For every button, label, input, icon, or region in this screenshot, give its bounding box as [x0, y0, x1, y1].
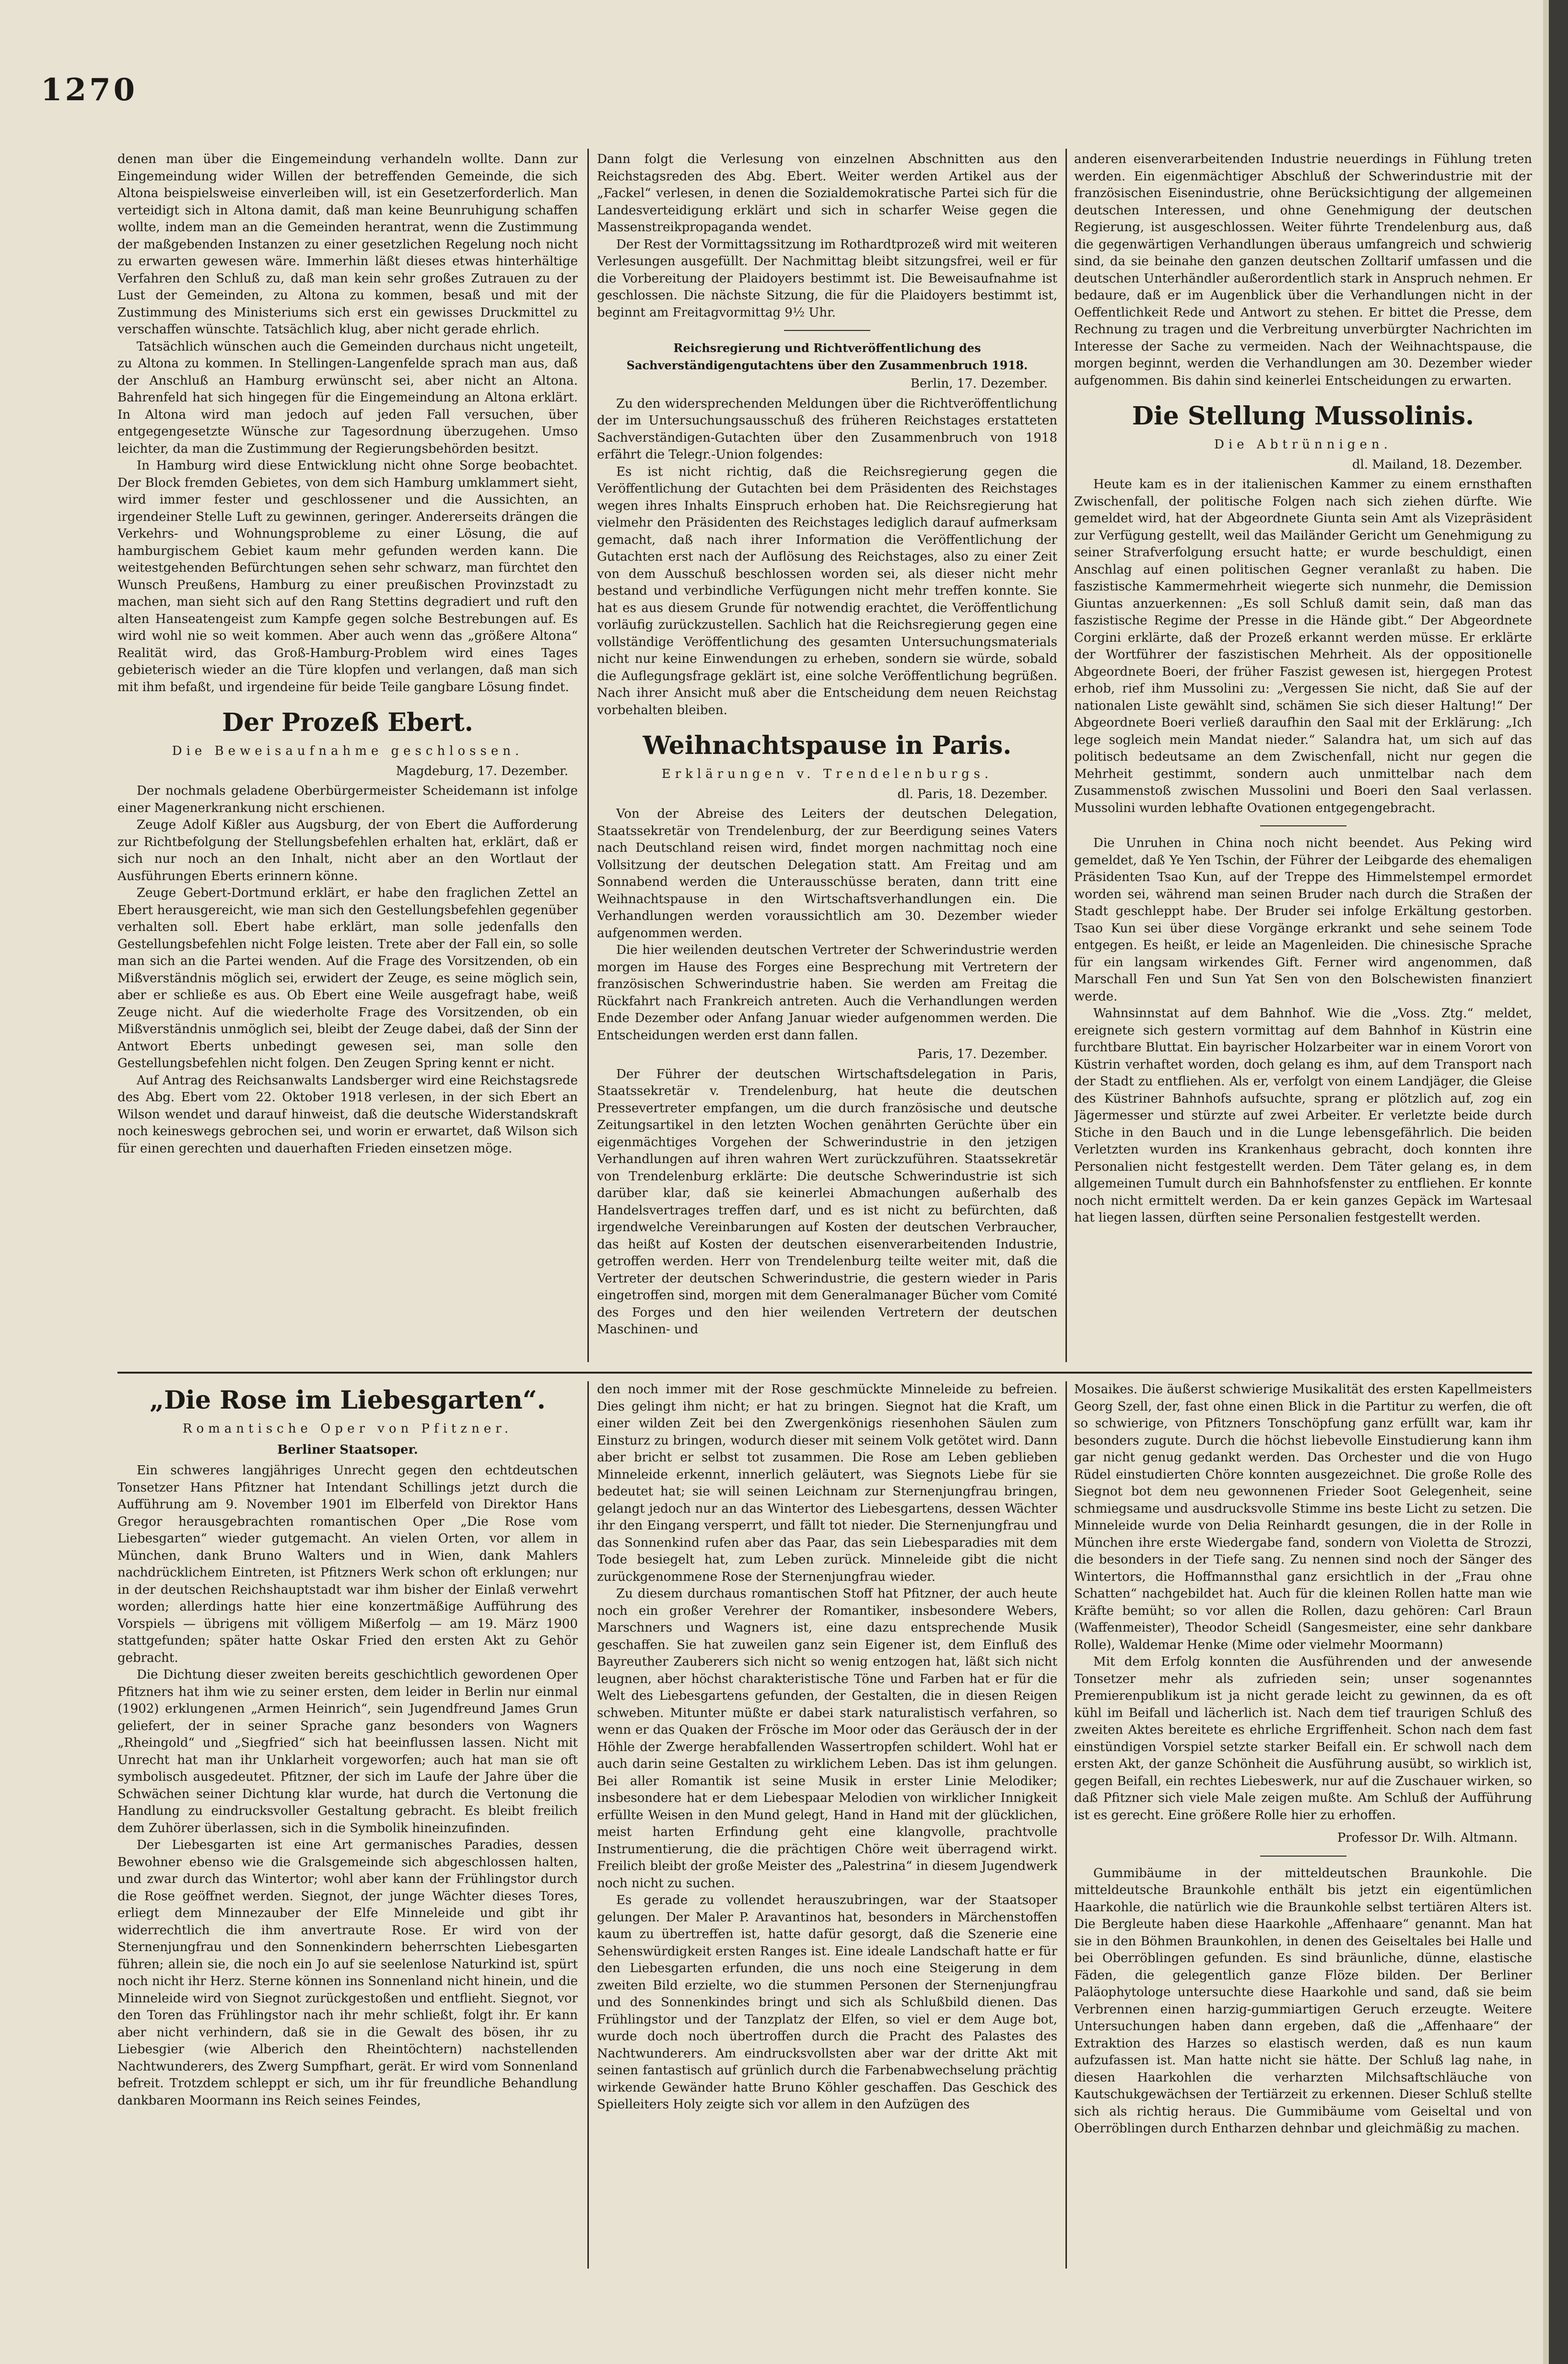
article-paragraph: Der nochmals geladene Oberbürgermeister Scheidemann ist infolge einer Magenerkrankung nicht erschienen.: [117, 784, 578, 815]
column-rule: [587, 1381, 589, 2269]
article-paragraph: Heute kam es in der italienischen Kammer zu einem ernsthaften Zwischenfall, der politische Folgen nach sich ziehen dürfte. Wie gemeldet wird, hat der Abgeordnete Giunta sein Amt als Vizepräsident zur Verfügung gestellt, weil das Mailänder Gericht um Genehmigung zu seiner Strafverfolgung ersucht hatte; er wurde beschuldigt, einen Anschlag auf einen politischen Gegner veranlaßt zu haben. Die faszistische Kammermehrheit wiegerte sich nunmehr, die Demission Giuntas anzuerkennen: „Es soll Schluß damit sein, daß man das faszistische Regime der Presse in die Hände gibt.“ Der Abgeordnete Corgini erklärte, daß der Prozeß erkannt werden müsse. Er erklärte der Wortführer der faszistischen Mehrheit. Als der oppositionelle Abgeordnete Boeri, der früher Faszist gewesen ist, hiergegen Protest erhob, rief ihm Mussolini zu: „Vergessen Sie nicht, daß Sie auf der nationalen Liste gewählt sind, schämen Sie sich dieser Haltung!“ Der Abgeordnete Boeri verließ daraufhin den Saal mit der Erklärung: „Ich lege sogleich mein Mandat nieder.“ Salandra hat, um sich auf das politisch bedeutsame an dem Zwischenfall, nicht nur gegen die Mehrheit gestimmt, sondern auch unmittelbar nach dem Zusammenstoß zwischen Mussolini und Boeri den Saal verlassen. Mussolini wurden lebhafte Ovationen entgegengebracht.: [1074, 477, 1532, 815]
rose-venue: Berliner Staatsoper.: [277, 1442, 418, 1457]
article-paragraph: Ein schweres langjähriges Unrecht gegen den echtdeutschen Tonsetzer Hans Pfitzner hat Intendant Schillings jetzt durch die Aufführung am 9. November 1901 im Elberfeld von Direktor Hans Gregor herausgebrachten romantischen Oper „Die Rose vom Liebesgarten“ wieder gutgemacht. An vielen Orten, vor allem in München, dank Bruno Walters und in Wien, dank Mahlers nachdrücklichem Eintreten, ist Pfitzners Werk schon oft erklungen; nur in der deutschen Reichshauptstadt war ihm bisher der Einlaß verwehrt worden; allerdings hatte hier eine konzertmäßige Aufführung des Vorspiels — übrigens mit völligem Mißerfolg — am 19. März 1900 stattgefunden; später hatte Oskar Fried den ersten Akt zu Gehör gebracht.: [117, 1463, 578, 1665]
page-number: 1270: [41, 72, 138, 108]
separator: [1260, 825, 1346, 826]
article-paragraph: Die Dichtung dieser zweiten bereits geschichtlich gewordenen Oper Pfitzners hat ihm wie zu seiner ersten, dem leider in Berlin nur einmal (1902) erklungenen „Armen Heinrich“, sein Jugendfreund James Grun geliefert, der in seiner Sprache ganz besonders von Wagners „Rheingold“ und „Siegfried“ sich hat beeinflussen lassen. Nicht mit Unrecht hat man ihr Unklarheit vorgeworfen; auch hat man sie oft symbolisch ausgedeutet. Pfitzner, der sich im Laufe der Jahre über die Schwächen seiner Dichtung klar wurde, hat durch die Vertonung die Handlung zu eindrucksvoller Gestaltung gebracht. Es bleibt freilich dem Zuhörer überlassen, sich in die Symbolik hineinzufinden.: [117, 1668, 578, 1835]
article-paragraph: Tatsächlich wünschen auch die Gemeinden durchaus nicht ungeteilt, zu Altona zu kommen. In Stellingen-Langenfelde sprach man aus, daß der Anschluß an Hamburg erwünscht sei, aber nicht an Altona. Bahrenfeld hat sich hingegen für die Eingemeindung an Altona erklärt. In Altona wird man jedoch auf jeden Fall versuchen, über entgegengesetzte Wünsche zur Tagesordnung überzugehen. Umso leichter, da man die Zustimmung der Regierungsbehörden besitzt.: [117, 339, 578, 456]
ebert-dateline: Magdeburg, 17. Dezember.: [396, 764, 568, 778]
article-paragraph: Zu diesem durchaus romantischen Stoff hat Pfitzner, der auch heute noch ein großer Verehrer der Romantiker, insbesondere Webers, Marschners und Wagners ist, eine dazu entsprechende Musik geschaffen. Sie hat zuweilen ganz sein Eigener ist, dem Einfluß des Bayreuther Zauberers sich nicht so wenig entzogen hat, läßt sich nicht leugnen, aber höchst charakteristische Töne und Farben hat er für die Welt des Liebesgartens gefunden, der Gestalten, die in diesen Reigen schweben. Mitunter müßte er dabei stark naturalistisch verfahren, so wenn er das Quaken der Frösche im Moor oder das Geräusch der in der Höhle der Zwerge herabfallenden Wassertropfen schildert. Wohl hat er auch darin seine Gestalten zu wirklichem Leben. Das ist ihm gelungen. Bei aller Romantik ist seine Musik in erster Linie Melodiker; insbesondere hat er dem Liebespaar Melodien von wirklicher Innigkeit erfüllte Weisen in den Mund gelegt, Hand in Hand mit der glücklichen, meist harten Erfindung geht eine klangvolle, prachtvolle Instrumentierung, die die prächtigen Chöre weit überragend wirkt. Freilich bleibt der große Meister des „Palestrina“ in diesem Jugendwerk noch nicht zu suchen.: [597, 1587, 1057, 1891]
news-item-gummi: Gummibäume in der mitteldeutschen Braunkohle. Die mitteldeutsche Braunkohle enthält bis jetzt ein eigentümlichen Haarkohle, die natürlich wie die Braunkohle selbst tertiären Alters ist. Die Bergleute haben diese Haarkohle „Affenhaare“ genannt. Man hat sie in den Böhmen Braunkohlen, in denen des Geiseltales bei Halle und bei Oberröblingen gefunden. Es sind bräunliche, dünne, elastische Fäden, die gelegentlich ganze Flöze bilden. Der Berliner Paläophytologe untersuchte diese Haarkohle und sand, daß sie beim Verbrennen einen harzig-gummiartigen Geruch erzeugte. Weitere Untersuchungen haben dann ergeben, daß die „Affenhaare“ der Extraktion des Harzes so elastisch werden, daß es nun kaum aufzufassen ist. Man hatte nicht sie hätte. Der Schluß lag nahe, in diesen Haarkohlen die verharzten Milchsaftschläuche von Kautschukgewächsen der Tertiärzeit zu erkennen. Dieser Schluß stellte sich als richtig heraus. Die Gummibäume vom Geiseltal und von Oberröblingen durch Entharzen dehnbar und gleichmäßig zu machen.: [1074, 1866, 1532, 2136]
column-top-left: [117, 151, 578, 1364]
paris-dateline-2: Paris, 17. Dezember.: [917, 1047, 1048, 1061]
column-rule: [587, 149, 589, 1362]
article-paragraph: Von der Abreise des Leiters der deutschen Delegation, Staatssekretär von Trendelenburg, der zur Beerdigung seines Vaters nach Deutschland reisen wird, findet morgen nachmittag noch eine Vollsitzung der deutschen Delegation statt. Am Freitag und am Sonnabend werden die Unterausschüsse beraten, dann tritt eine Weihnachtspause in den Wirtschaftsverhandlungen ein. Die Verhandlungen werden voraussichtlich am 30. Dezember wieder aufgenommen werden.: [597, 807, 1057, 941]
column-bottom-middle: [597, 1381, 1057, 2269]
column-top-right: [1074, 151, 1532, 1364]
article-continuation-text: denen man über die Eingemeindung verhandeln wollte. Dann zur Eingemeindung wider Willen der betreffenden Gemeinde, die sich Altona beispielsweise einverleiben will, ist ein Gesetzerforderlich. Man verteidigt sich in Altona damit, daß man keine Beunruhigung schaffen wollte, indem man an die Gemeinden herantrat, wenn die Zustimmung der maßgebenden Instanzen zu einer gesetzlichen Regelung noch nicht zu erwarten gewesen wäre. Immerhin läßt dieses etwas hinterhältige Verfahren den Schluß zu, daß man kein sehr großes Zutrauen zu der Lust der Gemeinden, zu Altona zu kommen, besaß und mit der Zustimmung des Ministeriums sich erst ein gewisses Druckmittel zu verschaffen wünschte. Tatsächlich klug, aber nicht gerade ehrlich.: [117, 152, 578, 337]
book-spine-edge: [1549, 0, 1568, 2364]
notice-dateline: Berlin, 17. Dezember.: [910, 376, 1048, 391]
rose-subhead: Romantische Oper von Pfitzner.: [182, 1422, 513, 1436]
separator: [1260, 1856, 1346, 1857]
column-rule: [1065, 1381, 1067, 2269]
news-item-bahnhof: Wahnsinnstat auf dem Bahnhof. Wie die „Voss. Ztg.“ meldet, ereignete sich gestern vormittag auf dem Bahnhof in Küstrin eine furchtbare Bluttat. Ein bayrischer Holzarbeiter war in einem Vorort von Küstrin verhaftet worden, doch gelang es ihm, auf dem Transport nach der Stadt zu entfliehen. Als er, verfolgt von einem Landjäger, die Gleise des Küstriner Bahnhofs aufsuchte, sprang er plötzlich auf, zog ein Jägermesser und stürzte auf zwei Arbeiter. Er verletzte beide durch Stiche in den Bauch und in die Lunge lebensgefährlich. Die beiden Verletzten wurden ins Krankenhaus gebracht, doch konnten ihre Personalien nicht festgestellt werden. Dem Täter gelang es, in dem allgemeinen Tumult durch ein Bahnhofsfenster zu entfliehen. Er konnte noch nicht ermittelt werden. Da er kein ganzes Gepäck im Wartesaal hat liegen lassen, dürften seine Personalien festgestellt werden.: [1074, 1006, 1532, 1225]
column-rule: [1065, 149, 1067, 1362]
mussolini-subhead: Die Abtrünnigen.: [1214, 437, 1392, 452]
article-paragraph: Zeuge Gebert-Dortmund erklärt, er habe den fraglichen Zettel an Ebert herausgereicht, wie man sich den Gestellungsbefehlen gegenüber verhalten soll. Ebert habe erklärt, man solle jedenfalls den Gestellungsbefehlen nicht Folge leisten. Trete aber der Fall ein, so solle man sich an die Partei wenden. Auf die Frage des Vorsitzenden, ob ein Mißverständnis möglich sei, erwidert der Zeuge, es seine möglich sein, aber er schließe es aus. Ob Ebert eine Weile ausgefragt habe, weiß Zeuge nicht. Auf die wiederholte Frage des Vorsitzenden, ob ein Mißverständnis unmöglich sei, bleibt der Zeuge dabei, daß der Sinn der Antwort Eberts unbedingt gewesen sei, man solle den Gestellungsbefehlen nicht folgen. Den Zeugen Spring kennt er nicht.: [117, 886, 578, 1070]
article-paragraph: Mit dem Erfolg konnten die Ausführenden und der anwesende Tonsetzer mehr als zufrieden sein; unser sogenanntes Premierenpublikum ist ja nicht gerade leicht zu gewinnen, da es oft kühl im Beifall und lächerlich ist. Nach dem tief traurigen Schluß des zweiten Aktes bereitete es ehrliche Ergriffenheit. Schon nach dem fast einstündigen Vorspiel setzte starker Beifall ein. Er schwoll nach dem ersten Akt, der ganze Schönheit die Ausführung ausübt, so wirklich ist, gegen Beifall, ein rechtes Liebeswerk, nur auf die Zuschauer wirken, so daß Pfitzner sich viele Male zeigen mußte. Am Schluß der Aufführung ist es gerecht. Eine größere Rolle hier zu erhoffen.: [1074, 1655, 1532, 1823]
separator: [784, 330, 870, 331]
article-paragraph: Mosaikes. Die äußerst schwierige Musikalität des ersten Kapellmeisters Georg Szell, der, fast ohne einen Blick in die Partitur zu werfen, die oft so schwierige, von Pfitzners Tonschöpfung ganz erfüllt war, kam ihr besonders zugute. Durch die höchst liebevolle Einstudierung kann ihm gar nicht genug gedankt werden. Das Orchester und die von Hugo Rüdel einstudierten Chöre konnten ausgezeichnet. Die große Rolle des Siegnot bot dem neu gewonnenen Frieder Soot Gelegenheit, seine schmiegsame und ausdrucksvolle Stimme ins beste Licht zu setzen. Die Minneleide wurde von Delia Reinhardt gesungen, die in der Rolle in München ihre erste Wiedergabe fand, sondern von Violetta de Strozzi, die besonders in der Tiefe sang. Zu nennen sind noch der Sänger des Wintertors, die Hoffmannsthal ganz ersichtlich in der „Frau ohne Schatten“ nachgebildet hat. Auch für die kleinen Rollen hatte man wie Kräfte bemüht; so vor allen die Rollen, dazu gehören: Carl Braun (Waffenmeister), Theodor Scheidl (Sangesmeister, eine sehr dankbare Rolle), Waldemar Henke (Mime oder vielmehr Moormann): [1074, 1382, 1532, 1652]
article-paragraph: In Hamburg wird diese Entwicklung nicht ohne Sorge beobachtet. Der Block fremden Gebietes, von dem sich Hamburg umklammert sieht, wird immer fester und geschlossener und die Aussichten, an irgendeiner Stelle Luft zu gewinnen, geringer. Andererseits drängen die Verkehrs- und Wohnungsprobleme zu einer Lösung, die auf hamburgischem Gebiet kaum mehr gefunden werden kann. Die weitestgehenden Befürchtungen sehen sehr schwarz, man fürchtet den Wunsch Preußens, Hamburg zu einer preußischen Provinzstadt zu machen, man sieht sich auf den Rang Stettins degradiert und ruft den alten Hanseatengeist zum Kampfe gegen solche Bestrebungen auf. Es wird wohl nie so weit kommen. Aber auch wenn das „größere Altona“ Realität wird, das Groß-Hamburg-Problem wird eines Tages gebieterisch wieder an die Türe klopfen und verlangen, daß man sich mit ihm befaßt, und irgendeine für beide Teile gangbare Lösung findet.: [117, 459, 578, 694]
article-paragraph: Der Führer der deutschen Wirtschaftsdelegation in Paris, Staatssekretär v. Trendelenburg, hat heute die deutschen Pressevertreter empfangen, um die durch französische und deutsche Zeitungsartikel in den letzten Wochen genährten Gerüchte über ein eigenmächtiges Vorgehen der Schwerindustrie in den jetzigen Verhandlungen auf ihren wahren Wert zurückzuführen. Staatssekretär von Trendelenburg erklärte: Die deutsche Schwerindustrie ist sich darüber klar, daß sie keinerlei Abmachungen außerhalb des Handelsvertrages treffen darf, und es ist nicht zu befürchten, daß irgendwelche Vereinbarungen auf Kosten der deutschen Verbraucher, das heißt auf Kosten der deutschen eisenverarbeitenden Industrie, getroffen werden. Herr von Trendelenburg teilte weiter mit, daß die Vertreter der deutschen Schwerindustrie, die gestern wieder in Paris eingetroffen sind, morgen mit dem Generalmanager Bücher vom Comité des Forges und den hier weilenden Vertretern der deutschen Maschinen- und: [597, 1067, 1057, 1337]
article-paragraph: Auf Antrag des Reichsanwalts Landsberger wird eine Reichstagsrede des Abg. Ebert vom 22. Oktober 1918 verlesen, in der sich Ebert an Wilson wendet und darauf hinweist, daß die deutsche Widerstandskraft noch keineswegs gebrochen sei, und worin er erwartet, daß Wilson sich für einen gerechten und dauerhaften Frieden einsetzen möge.: [117, 1073, 578, 1156]
article-paragraph: Es gerade zu vollendet herauszubringen, war der Staatsoper gelungen. Der Maler P. Aravantinos hat, besonders in Märchenstoffen kaum zu übertreffen ist, hatte dafür gesorgt, daß die Szenerie eine Sehenswürdigkeit ersten Ranges ist. Eine ideale Landschaft hatte er für den Liebesgarten erfunden, die uns noch eine Steigerung in dem zweiten Bild erzielte, wo die stummen Personen der Sternenjungfrau und des Sonnenkindes bringt und sich als Schlußbild dienen. Das Frühlingstor und der Tanzplatz der Elfen, so viel er dem Auge bot, wurde doch noch übertroffen durch die Pracht des Palastes des Nachtwunderers. Am eindrucksvollsten aber war der dritte Akt mit seinen fantastisch auf grünlich durch die Farbenabwechselung prächtig wirkende Gewänder hatte Bruno Köhler geschaffen. Das Geschick des Spielleiters Holy zeigte sich vor allem in den Aufzügen des: [597, 1893, 1057, 2112]
ebert-subhead: Die Beweisaufnahme geschlossen.: [172, 744, 524, 758]
paris-subhead: Erklärungen v. Trendelenburgs.: [661, 767, 993, 781]
column-bottom-left: [117, 1381, 578, 2269]
feuilleton-separator-rule: [117, 1372, 1532, 1374]
article-paragraph: Der Liebesgarten ist eine Art germanisches Paradies, dessen Bewohner ebenso wie die Gralsgemeinde sich abgeschlossen halten, und zwar durch das Wintertor; wohl aber kann der Frühlingstor durch die Rose geöffnet werden. Siegnot, der junge Wächter dieses Tores, erliegt dem Minnezauber der Elfe Minneleide und gibt ihr widerrechtlich die ihm anvertraute Rose. Er wird von der Sternenjungfrau und den Sonnenkindern beherrschten Liebesgarten führen; allein sie, die noch ein Jo auf sie seelenlose Naturkind ist, spürt noch nicht ihr Herz. Sterne können ins Sonnenland nicht hinein, und die Minneleide wird von Siegnot zurückgestoßen und entflieht. Siegnot, vor den Toren das Frühlingstor nach ihr mehr schließt, folgt ihr. Er kann aber nicht verhindern, daß sie in die Gewalt des bösen, ihr zu Liebesgier (wie Alberich den Rheintöchtern) nachstellenden Nachtwunderers, des Zwerg Sumpfhart, gerät. Er wird vom Sonnenland befreit. Trotzdem schleppt er sich, um ihr für freundliche Behandlung dankbaren Moormann ins Reich seines Feindes,: [117, 1838, 578, 2108]
article-paragraph: Zu den widersprechenden Meldungen über die Richtveröffentlichung der im Untersuchungsausschuß des früheren Reichstages erstatteten Sachverständigen-Gutachten über den Zusammenbruch von 1918 erfährt die Telegr.-Union folgendes:: [597, 396, 1057, 462]
article-continuation-text: anderen eisenverarbeitenden Industrie neuerdings in Fühlung treten werden. Ein eigenmächtiger Abschluß der Schwerindustrie mit der französischen Eisenindustrie, ohne Berücksichtigung der allgemeinen deutschen Interessen, und ohne Genehmigung der deutschen Regierung, ist ausgeschlossen. Weiter führte Trendelenburg aus, daß die gegenwärtigen Verhandlungen überaus umfangreich und schwierig sind, da sie beinahe den ganzen deutschen Zolltarif umfassen und die deutschen Unterhändler außerordentlich stark in Anspruch nehmen. Er bedaure, daß er im Augenblick über die Verhandlungen nicht in der Oeffentlichkeit Rede und Antwort zu stehen. Er bittet die Presse, dem Rechnung zu tragen und die Verbreitung unverbürgter Nachrichten im Interesse der Sache zu vermeiden. Nach der Weihnachtspause, die morgen beginnt, werden die Verhandlungen am 30. Dezember wieder aufgenommen. Bis dahin sind keinerlei Entscheidungen zu erwarten.: [1074, 152, 1532, 388]
review-byline: Professor Dr. Wilh. Altmann.: [1337, 1831, 1518, 1845]
notice-title: Reichsregierung und Richtveröffentlichung des Sachverständigengutachtens über den Zusammenbruch 1918.: [626, 341, 1028, 372]
article-paragraph: den noch immer mit der Rose geschmückte Minneleide zu befreien. Dies gelingt ihm nicht; er hat zu bringen. Siegnot hat die Kraft, um einer wilden Zeit bei den Zwergenkönigs riesenhohen Säulen zum Einsturz zu bringen, wodurch dieser mit seinem Volk getötet wird. Dann aber bricht er selbst tot zusammen. Die Rose am Leben geblieben Minneleide erkennt, innerlich geläutert, was Siegnots Liebe für sie bedeutet hat; sie will seinen Leichnam zur Sternenjungfrau bringen, gelangt jedoch nur an das Wintertor des Liebesgartens, dessen Wächter ihr den Eingang versperrt, und fällt tot nieder. Die Sternenjungfrau und das Sonnenkind rufen aber das Paar, das sein Liebesparadies mit dem Tode besiegelt hat, zum Leben zurück. Minneleide gibt die nicht zurückgenommene Rose der Sternenjungfrau wieder.: [597, 1382, 1057, 1584]
paris-dateline: dl. Paris, 18. Dezember.: [897, 787, 1048, 801]
article-paragraph: Es ist nicht richtig, daß die Reichsregierung gegen die Veröffentlichung der Gutachten bei dem Präsidenten des Reichstages wegen ihres Inhalts Einspruch erhoben hat. Die Reichsregierung hat vielmehr den Präsidenten des Reichstages lediglich darauf aufmerksam gemacht, daß nach ihrer Information die Veröffentlichung der Gutachten erst nach der Auflösung des Reichstages, also zu einer Zeit von dem Ausschuß beschlossen worden sei, als dieser nicht mehr bestand und verbindliche Verfügungen nicht mehr treffen konnte. Sie hat es aus diesem Grunde für notwendig erachtet, die Veröffentlichung vorläufig zurückzustellen. Sachlich hat die Reichsregierung gegen eine vollständige Veröffentlichung des gesamten Untersuchungsmaterials nicht nur keine Einwendungen zu erheben, sondern sie würde, sobald die Auflegungsfrage geklärt ist, eine solche Veröffentlichung begrüßen. Nach ihrer Ansicht muß aber die Entscheidung dem neuen Reichstag vorbehalten bleiben.: [597, 464, 1057, 717]
column-top-middle: [597, 151, 1057, 1364]
article-paragraph: Zeuge Adolf Kißler aus Augsburg, der von Ebert die Aufforderung zur Richtbefolgung der Stellungsbefehlen erhalten hat, erklärt, daß er sich nur noch an den Inhalt, nicht aber an den Wortlaut der Ausführungen Eberts erinnern könne.: [117, 818, 578, 883]
column-bottom-right: [1074, 1381, 1532, 2269]
ebert-headline: Der Prozeß Ebert.: [222, 708, 473, 737]
article-paragraph: Die hier weilenden deutschen Vertreter der Schwerindustrie werden morgen im Hause des Forges eine Besprechung mit Vertretern der französischen Schwerindustrie haben. Sie werden am Freitag die Rückfahrt nach Frankreich antreten. Auch die Verhandlungen werden Ende Dezember oder Anfang Januar wieder aufgenommen werden. Die Entscheidungen werden erst dann fallen.: [597, 943, 1057, 1043]
news-item-china: Die Unruhen in China noch nicht beendet. Aus Peking wird gemeldet, daß Ye Yen Tschin, der Führer der Leibgarde des ehemaligen Präsidenten Tsao Kun, auf der Treppe des Himmelstempel ermordet worden sei, während man seinen Bruder nach durch die Straßen der Stadt geschleppt habe. Der Bruder sei infolge Erkältung gestorben. Tsao Kun sei über diese Vorgänge erkrankt und sehe seinem Tode entgegen. Es heißt, er leide an Magenleiden. Die chinesische Sprache für ein langsam wirkendes Gift. Ferner wird angenommen, daß Marschall Fen und Sun Yat Sen von den Bolschewisten finanziert werde.: [1074, 836, 1532, 1004]
page-edge: [1543, 0, 1549, 2364]
mussolini-headline: Die Stellung Mussolinis.: [1132, 401, 1474, 431]
article-paragraph: Dann folgt die Verlesung von einzelnen Abschnitten aus den Reichstagsreden des Abg. Ebert. Weiter werden Artikel aus der „Fackel“ verlesen, in denen die Sozialdemokratische Partei sich für die Landesverteidigung erklärt und sich in scharfer Weise gegen die Massenstreikpropaganda wendet.: [597, 152, 1057, 235]
paris-headline: Weihnachtspause in Paris.: [643, 731, 1012, 760]
article-paragraph: Der Rest der Vormittagssitzung im Rothardtprozeß wird mit weiteren Verlesungen ausgefüllt. Der Nachmittag bleibt sitzungsfrei, weil er für die Vorbereitung der Plaidoyers bestimmt ist. Die Beweisaufnahme ist geschlossen. Die nächste Sitzung, die für die Plaidoyers bestimmt ist, beginnt am Freitagvormittag 9½ Uhr.: [597, 237, 1057, 320]
mussolini-dateline: dl. Mailand, 18. Dezember.: [1352, 457, 1522, 472]
rose-headline: „Die Rose im Liebesgarten“.: [150, 1386, 546, 1415]
